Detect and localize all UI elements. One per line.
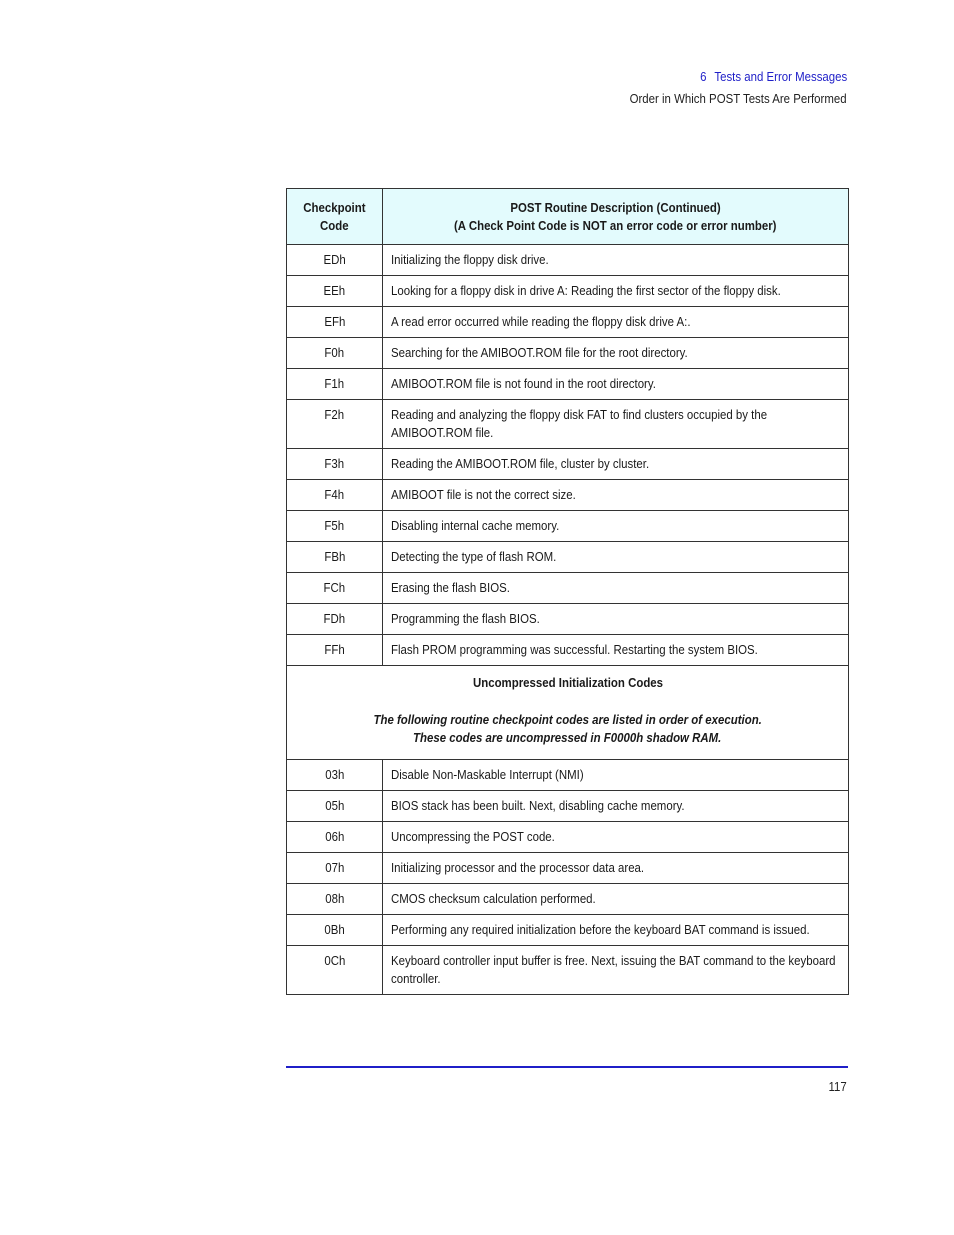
checkpoint-code-cell xyxy=(287,760,383,791)
table-row xyxy=(287,946,849,995)
table-row xyxy=(287,307,849,338)
table-row xyxy=(287,276,849,307)
table-row xyxy=(287,760,849,791)
routine-description: Detecting the type of flash ROM. xyxy=(391,549,557,564)
table-body-flash-codes xyxy=(287,245,849,666)
checkpoint-code-cell xyxy=(287,791,383,822)
routine-description: AMIBOOT file is not the correct size. xyxy=(391,487,576,502)
checkpoint-code-cell xyxy=(287,400,383,449)
checkpoint-code: FFh xyxy=(324,642,345,657)
routine-description-cell xyxy=(383,915,849,946)
checkpoint-code-cell xyxy=(287,276,383,307)
routine-description-cell xyxy=(383,946,849,995)
checkpoint-code-cell xyxy=(287,884,383,915)
running-header-chapter xyxy=(700,69,847,84)
checkpoint-code-cell xyxy=(287,338,383,369)
routine-description-cell xyxy=(383,822,849,853)
checkpoint-code: F1h xyxy=(324,376,345,391)
section-cell xyxy=(287,666,849,760)
table-row xyxy=(287,400,849,449)
routine-description-cell xyxy=(383,245,849,276)
chapter-title: Tests and Error Messages xyxy=(714,69,847,84)
checkpoint-code: EDh xyxy=(323,252,346,267)
table-row xyxy=(287,573,849,604)
checkpoint-code: EFh xyxy=(324,314,345,329)
checkpoint-code: 07h xyxy=(324,860,345,875)
routine-description-cell xyxy=(383,369,849,400)
section-title: Uncompressed Initialization Codes xyxy=(472,675,663,690)
routine-description-cell xyxy=(383,276,849,307)
table-row xyxy=(287,338,849,369)
checkpoint-code-cell xyxy=(287,245,383,276)
chapter-number: 6 xyxy=(699,69,707,84)
checkpoint-code: FDh xyxy=(323,611,346,626)
table-row xyxy=(287,542,849,573)
checkpoint-code-cell xyxy=(287,822,383,853)
routine-description: Flash PROM programming was successful. Restarting the system BIOS. xyxy=(391,642,758,657)
routine-description-cell xyxy=(383,791,849,822)
table-row xyxy=(287,791,849,822)
table-row xyxy=(287,635,849,666)
routine-description: Uncompressing the POST code. xyxy=(391,829,555,844)
routine-description: Programming the flash BIOS. xyxy=(391,611,540,626)
routine-description-cell xyxy=(383,573,849,604)
page-number: 117 xyxy=(828,1079,847,1094)
routine-description-cell xyxy=(383,511,849,542)
routine-description: Looking for a floppy disk in drive A: Reading the first sector of the floppy disk. xyxy=(391,283,781,298)
routine-description: Searching for the AMIBOOT.ROM file for the root directory. xyxy=(391,345,688,360)
checkpoint-code-cell xyxy=(287,449,383,480)
checkpoint-code-cell xyxy=(287,511,383,542)
checkpoint-code: FCh xyxy=(323,580,346,595)
routine-description: Disable Non-Maskable Interrupt (NMI) xyxy=(391,767,584,782)
routine-description-cell xyxy=(383,449,849,480)
checkpoint-code: EEh xyxy=(323,283,346,298)
section-note-line2: These codes are uncompressed in F0000h shadow RAM. xyxy=(413,730,722,745)
routine-description: Keyboard controller input buffer is free. Next, issuing the BAT command to the keyboard controller. xyxy=(391,953,836,986)
routine-description-cell xyxy=(383,884,849,915)
routine-description: Performing any required initialization before the keyboard BAT command is issued. xyxy=(391,922,810,937)
routine-description-cell xyxy=(383,604,849,635)
routine-description: CMOS checksum calculation performed. xyxy=(391,891,596,906)
routine-description: Reading the AMIBOOT.ROM file, cluster by cluster. xyxy=(391,456,650,471)
checkpoint-code: 0Ch xyxy=(323,953,345,968)
routine-description-cell xyxy=(383,480,849,511)
column-header-code-line2: Code xyxy=(320,217,349,233)
checkpoint-code-cell xyxy=(287,635,383,666)
column-header-description-line1: POST Routine Description (Continued) xyxy=(510,199,721,215)
routine-description-cell xyxy=(383,853,849,884)
checkpoint-code-cell xyxy=(287,542,383,573)
routine-description-cell xyxy=(383,760,849,791)
column-header-code xyxy=(287,189,383,245)
table-row xyxy=(287,915,849,946)
table-row xyxy=(287,245,849,276)
checkpoint-code: FBh xyxy=(324,549,345,564)
routine-description: Disabling internal cache memory. xyxy=(391,518,560,533)
routine-description-cell xyxy=(383,542,849,573)
table-section-uncompressed xyxy=(287,666,849,760)
post-checkpoint-table xyxy=(286,188,849,995)
routine-description: AMIBOOT.ROM file is not found in the root directory. xyxy=(391,376,656,391)
column-header-code-line1: Checkpoint xyxy=(303,199,366,215)
table-row xyxy=(287,449,849,480)
section-row xyxy=(287,666,849,760)
running-header-section: Order in Which POST Tests Are Performed xyxy=(629,91,847,106)
checkpoint-code: 06h xyxy=(324,829,345,844)
routine-description-cell xyxy=(383,635,849,666)
table-row xyxy=(287,884,849,915)
checkpoint-code: 05h xyxy=(324,798,345,813)
checkpoint-code-cell xyxy=(287,604,383,635)
table-row xyxy=(287,853,849,884)
checkpoint-code-cell xyxy=(287,573,383,604)
checkpoint-code-cell xyxy=(287,915,383,946)
routine-description-cell xyxy=(383,400,849,449)
column-header-description xyxy=(383,189,849,245)
routine-description: BIOS stack has been built. Next, disabling cache memory. xyxy=(391,798,685,813)
table-header-row xyxy=(287,189,849,245)
routine-description-cell xyxy=(383,338,849,369)
checkpoint-code: F5h xyxy=(324,518,345,533)
checkpoint-code: F4h xyxy=(324,487,345,502)
table-row xyxy=(287,369,849,400)
checkpoint-code-cell xyxy=(287,946,383,995)
table-row xyxy=(287,604,849,635)
checkpoint-code: 03h xyxy=(324,767,345,782)
table-row xyxy=(287,511,849,542)
table-row xyxy=(287,480,849,511)
routine-description-cell xyxy=(383,307,849,338)
table-body-uncompressed-codes xyxy=(287,760,849,995)
footer-rule xyxy=(286,1066,848,1068)
checkpoint-code-cell xyxy=(287,853,383,884)
checkpoint-code-cell xyxy=(287,307,383,338)
routine-description: Erasing the flash BIOS. xyxy=(391,580,510,595)
routine-description: Reading and analyzing the floppy disk FAT to find clusters occupied by the AMIBOOT.ROM file. xyxy=(391,407,768,440)
table-row xyxy=(287,822,849,853)
checkpoint-code: 08h xyxy=(324,891,345,906)
checkpoint-code: 0Bh xyxy=(324,922,345,937)
checkpoint-code: F3h xyxy=(324,456,345,471)
routine-description: Initializing the floppy disk drive. xyxy=(391,252,549,267)
routine-description: A read error occurred while reading the floppy disk drive A:. xyxy=(391,314,691,329)
column-header-description-line2: (A Check Point Code is NOT an error code or error number) xyxy=(454,217,777,233)
checkpoint-code-cell xyxy=(287,480,383,511)
checkpoint-code: F2h xyxy=(324,407,345,422)
routine-description: Initializing processor and the processor data area. xyxy=(391,860,645,875)
checkpoint-code-cell xyxy=(287,369,383,400)
section-note-line1: The following routine checkpoint codes are listed in order of execution. xyxy=(373,712,762,727)
checkpoint-code: F0h xyxy=(324,345,345,360)
